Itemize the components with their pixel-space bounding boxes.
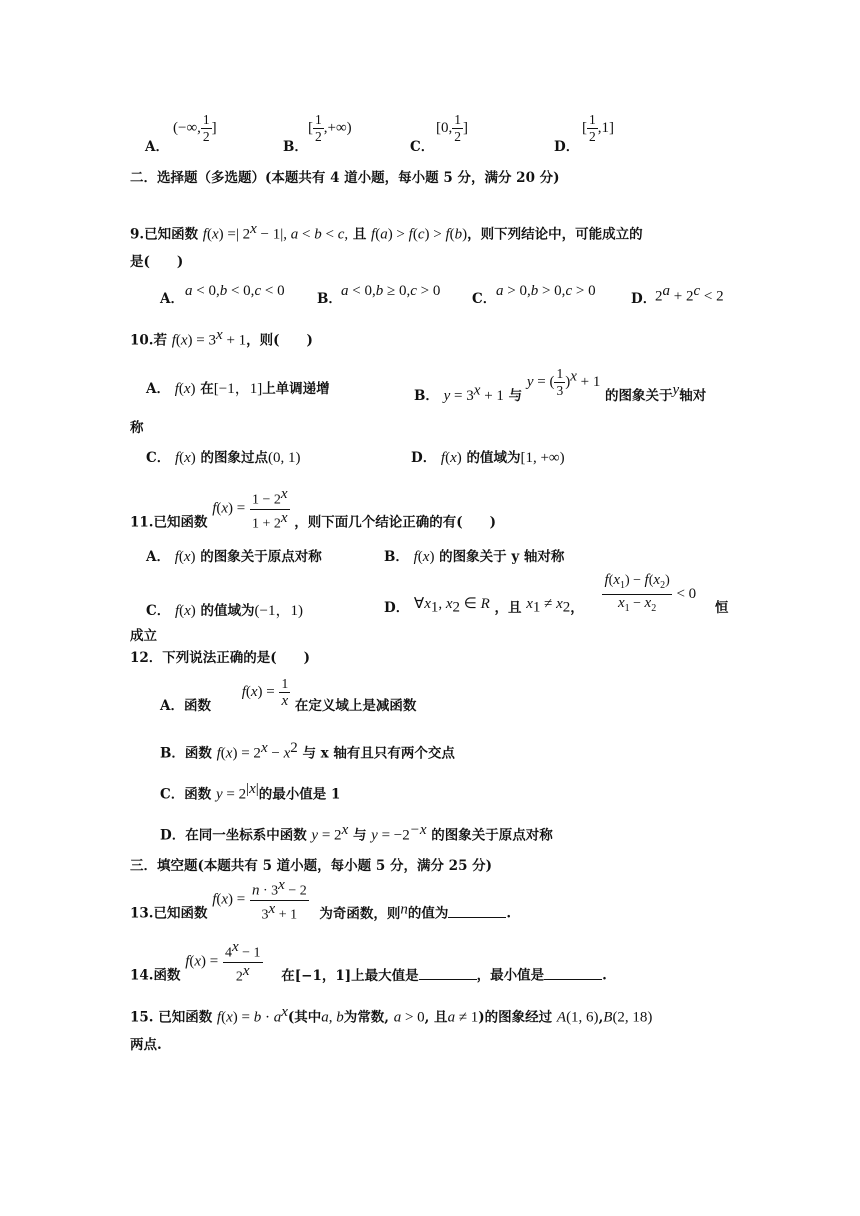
question-9-line2: 是( ) bbox=[130, 254, 184, 270]
q9-option-c: a > 0,b > 0,c > 0 bbox=[496, 283, 596, 299]
option-label-a: A． bbox=[160, 698, 184, 714]
option-label-d: D． bbox=[384, 599, 410, 616]
q11-option-c: C． f(x) 的值域为(−1，1) bbox=[146, 603, 303, 619]
option-label-b: B． bbox=[414, 388, 439, 404]
option-label-b: B． bbox=[317, 291, 342, 307]
q12-option-a: A．函数 f(x) = $\frac{1}{x}$ 在定义域上是减函数 bbox=[160, 676, 417, 714]
section-heading-fill-in: 三．填空题(本题共有 5 道小题，每小题 5 分，满分 25 分) bbox=[130, 858, 493, 874]
option-label-d: D． bbox=[160, 827, 186, 844]
option-label-c: C． bbox=[472, 291, 497, 307]
question-14: 14.函数 f(x) = $\frac{4^x - 1}{2^x}$ 在[−1，1]上最大值是 ，最小值是 . bbox=[130, 939, 607, 985]
question-12: 12．下列说法正确的是( ) bbox=[130, 650, 311, 666]
section-heading-multiple-choice: 二．选择题（多选题）(本题共有 4 道小题，每小题 5 分，满分 20 分) bbox=[130, 170, 560, 186]
q9-option-d: $2^a + 2^c < 2$ bbox=[655, 283, 724, 305]
q10-option-c: C． f(x) 的图象过点(0, 1) bbox=[146, 450, 301, 466]
q9-option-a: a < 0,b < 0,c < 0 bbox=[185, 283, 285, 299]
option-d-math: [ $\frac{1}{2}$ ,1] bbox=[582, 112, 614, 144]
option-label-d: D． bbox=[631, 291, 657, 307]
answer-blank[interactable] bbox=[448, 905, 506, 918]
option-a-math: (−∞, $\frac{1}{2}$ ] bbox=[173, 112, 217, 144]
option-label-a: A． bbox=[146, 549, 170, 565]
question-number: 9. bbox=[130, 226, 145, 243]
option-label-d: D． bbox=[411, 450, 437, 466]
option-label-a: A． bbox=[146, 381, 170, 397]
question-11: 11.已知函数 f(x) = $\frac{1 - 2^x}{1 + 2^x}$ ，则下面几个结论正确的有( ) bbox=[130, 486, 497, 532]
option-label-c: C． bbox=[160, 786, 185, 803]
q11-option-a: A． f(x) 的图象关于原点对称 bbox=[146, 549, 322, 565]
option-label-a: A． bbox=[160, 291, 184, 307]
option-label-c: C． bbox=[146, 450, 171, 466]
option-label-b: B． bbox=[160, 745, 185, 762]
answer-blank-max[interactable] bbox=[419, 967, 477, 980]
question-13: 13.已知函数 f(x) = $\frac{n \cdot 3^x - 2}{3^x + 1}$ 为奇函数，则n的值为 . bbox=[130, 877, 512, 923]
q12-option-d: D．在同一坐标系中函数 $y = 2^x$ 与 $y = -2^{-x}$ 的图象关于原点对称 bbox=[160, 822, 553, 844]
question-15: 15. 已知函数 $f(x) = b \cdot a^x$(其中a, b为常数, a > 0, 且a ≠ 1)的图象经过 A(1, 6),B(2, 18) bbox=[130, 1004, 653, 1026]
option-c-math: [0, $\frac{1}{2}$ ] bbox=[436, 112, 468, 144]
question-15-line2: 两点. bbox=[130, 1037, 162, 1053]
q12-option-c: C．函数 $y = 2^{|x|}$的最小值是 1 bbox=[160, 781, 341, 803]
question-10: 10.若 $f(x) = 3^x + 1$，则( ) bbox=[130, 327, 313, 349]
option-label-b: B． bbox=[283, 139, 308, 155]
option-label-b: B． bbox=[384, 549, 409, 565]
q11-option-d: D． $\forall x_1$, $x_2$ ∈ R ，且 $x_1 \ne x_2$， $\frac{f(x_1) - f(x_2)}{x_1 - x_2}$ < 0 恒 bbox=[384, 572, 729, 616]
q11-option-b: B． f(x) 的图象关于 y 轴对称 bbox=[384, 549, 565, 565]
q10-option-b-line2: 称 bbox=[130, 420, 144, 436]
q10-option-d: D． f(x) 的值域为[1, +∞) bbox=[411, 450, 565, 466]
option-label-a: A． bbox=[145, 139, 169, 155]
q9-option-b: a < 0,b ≥ 0,c > 0 bbox=[341, 283, 441, 299]
question-text: 已知函数 bbox=[144, 226, 199, 243]
q12-option-b: B．函数 $f(x) = 2^x - x^2$ 与 x 轴有且只有两个交点 bbox=[160, 740, 455, 762]
option-b-math: [ $\frac{1}{2}$ ,+∞) bbox=[308, 112, 352, 144]
q11-option-d-line2: 成立 bbox=[130, 628, 157, 644]
q10-option-b: B． $y = 3^x + 1$ 与 y = ( $\frac{1}{3}$ )$^x$ + 1 的图象关于y轴对 bbox=[414, 366, 707, 404]
option-label-d: D． bbox=[554, 139, 580, 155]
answer-blank-min[interactable] bbox=[544, 967, 602, 980]
question-9: 9.已知函数 f(x) =| $2^x - 1|$, a < b < c, 且 f(a) > f(c) > f(b)，则下列结论中，可能成立的 bbox=[130, 221, 643, 243]
q10-option-a: A． f(x) 在[−1，1]上单调递增 bbox=[146, 381, 330, 397]
option-label-c: C． bbox=[410, 139, 435, 155]
option-label-c: C． bbox=[146, 603, 171, 619]
